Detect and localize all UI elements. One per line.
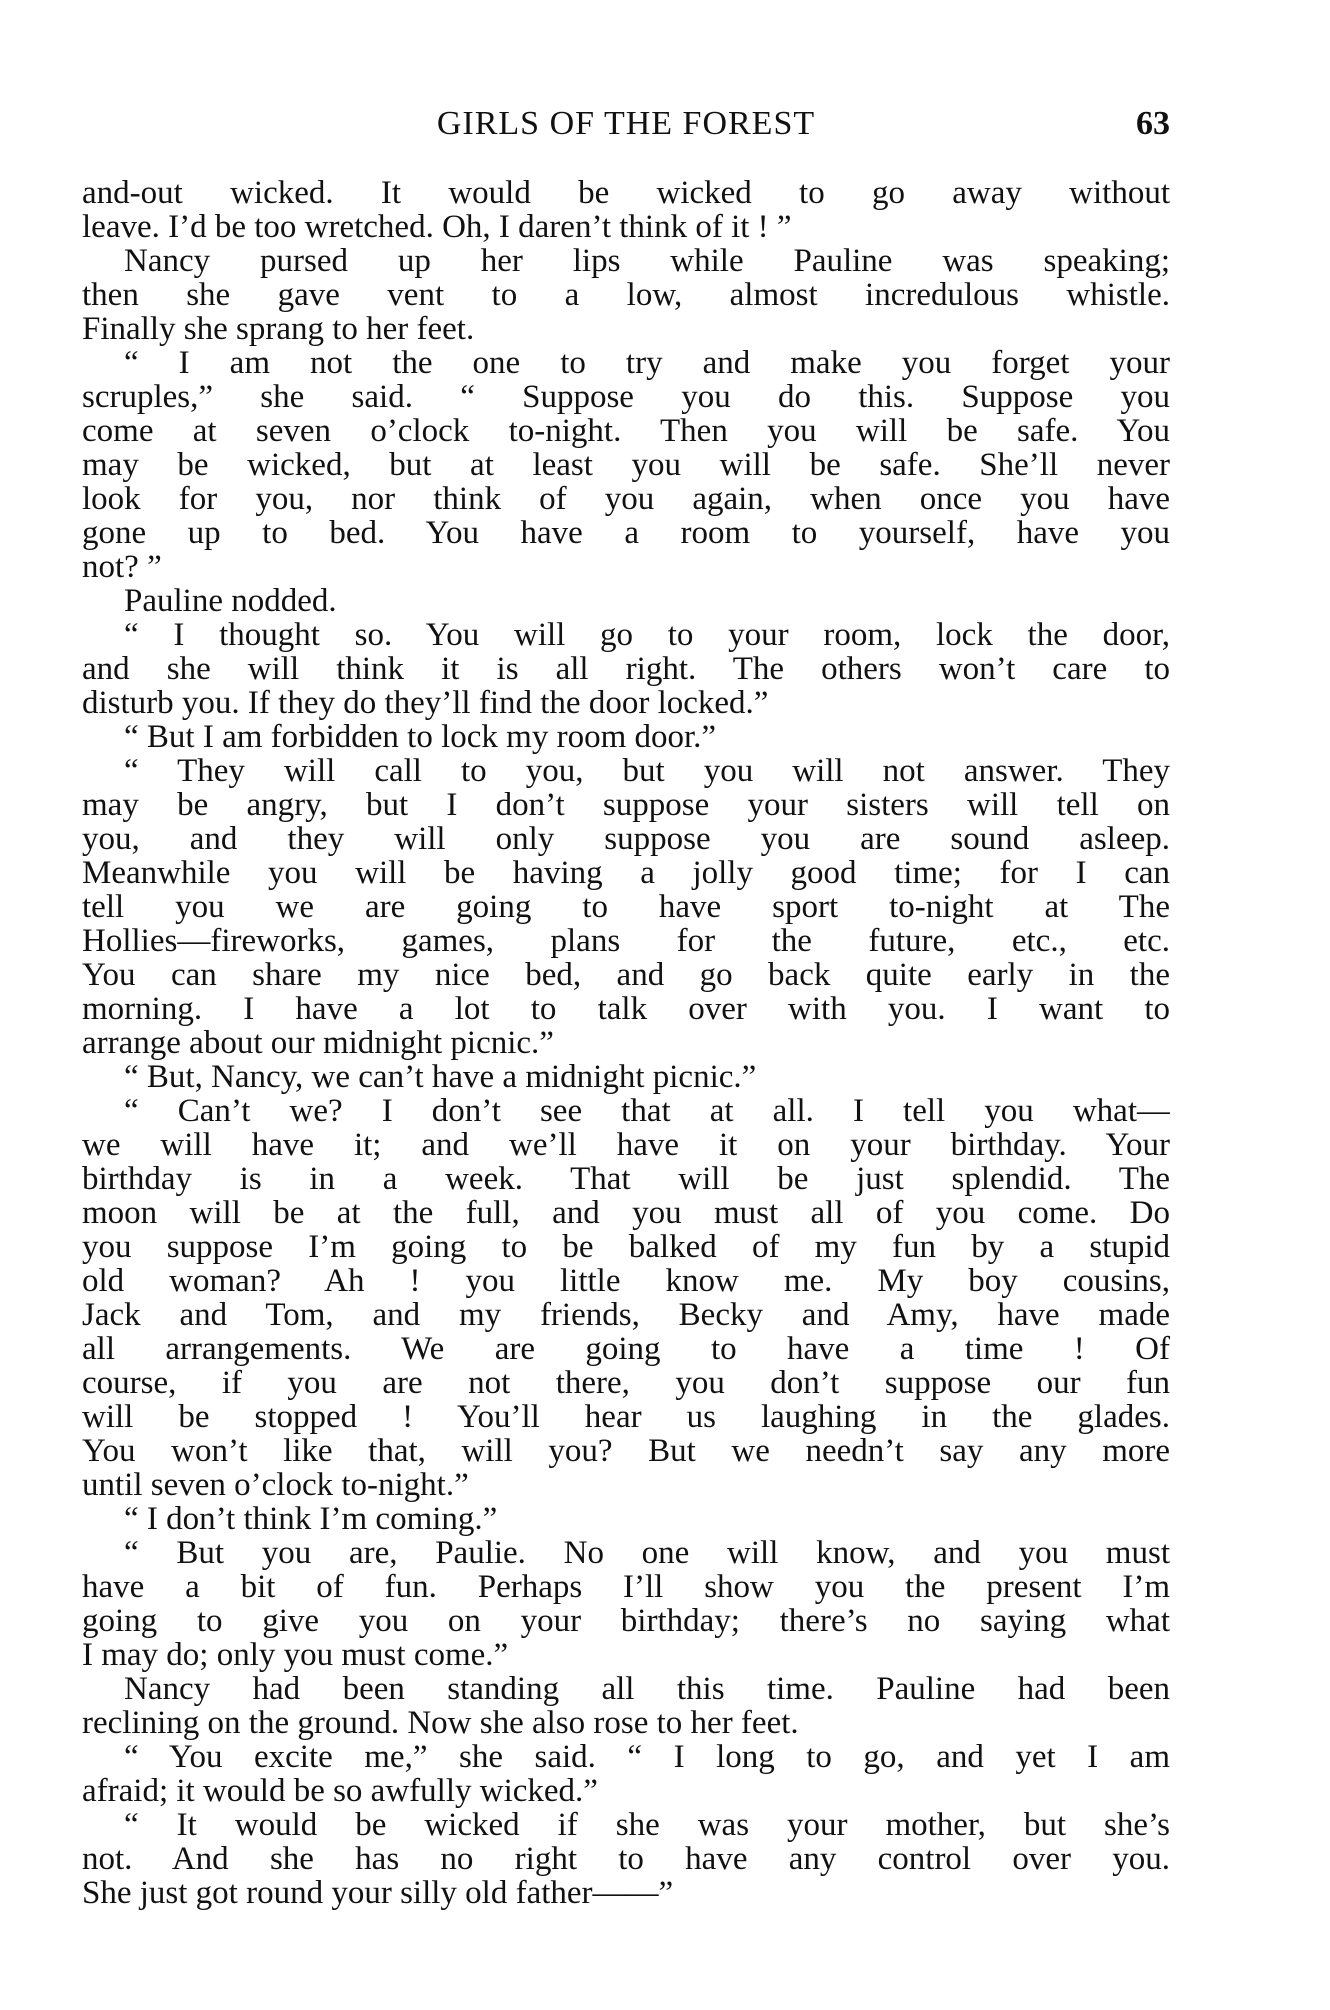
text-line: will be stopped ! You’ll hear us laughing in the glades. <box>82 1400 1170 1434</box>
text-line: birthday is in a week. That will be just splendid. The <box>82 1162 1170 1196</box>
text-line: I may do; only you must come.” <box>82 1638 509 1672</box>
text-line: “ I thought so. You will go to your room, lock the door, <box>124 618 1170 652</box>
text-line: Finally she sprang to her feet. <box>82 312 475 346</box>
text-line: “ It would be wicked if she was your mother, but she’s <box>124 1808 1170 1842</box>
text-line: old woman? Ah ! you little know me. My boy cousins, <box>82 1264 1170 1298</box>
text-line: Pauline nodded. <box>124 584 337 618</box>
text-line: reclining on the ground. Now she also rose to her feet. <box>82 1706 799 1740</box>
text-line: “ I don’t think I’m coming.” <box>124 1502 498 1536</box>
text-line: may be wicked, but at least you will be safe. She’ll never <box>82 448 1170 482</box>
text-line: not. And she has no right to have any control over you. <box>82 1842 1170 1876</box>
body-text <box>82 176 1170 1910</box>
text-line: going to give you on your birthday; there’s no saying what <box>82 1604 1170 1638</box>
text-line: arrange about our midnight picnic.” <box>82 1026 554 1060</box>
text-line: all arrangements. We are going to have a time ! Of <box>82 1332 1170 1366</box>
text-line: She just got round your silly old father——” <box>82 1876 674 1910</box>
text-line: you, and they will only suppose you are sound asleep. <box>82 822 1170 856</box>
text-line: you suppose I’m going to be balked of my fun by a stupid <box>82 1230 1170 1264</box>
text-line: tell you we are going to have sport to-night at The <box>82 890 1170 924</box>
text-line: “ They will call to you, but you will not answer. They <box>124 754 1170 788</box>
text-line: “ But I am forbidden to lock my room door.” <box>124 720 717 754</box>
text-line: and she will think it is all right. The others won’t care to <box>82 652 1170 686</box>
running-title: GIRLS OF THE FOREST <box>436 105 816 142</box>
text-line: gone up to bed. You have a room to yourself, have you <box>82 516 1170 550</box>
text-line: morning. I have a lot to talk over with you. I want to <box>82 992 1170 1026</box>
text-line: leave. I’d be too wretched. Oh, I daren’t think of it ! ” <box>82 210 792 244</box>
text-line: have a bit of fun. Perhaps I’ll show you the present I’m <box>82 1570 1170 1604</box>
text-line: come at seven o’clock to-night. Then you will be safe. You <box>82 414 1170 448</box>
text-line: You can share my nice bed, and go back quite early in the <box>82 958 1170 992</box>
text-line: “ Can’t we? I don’t see that at all. I tell you what— <box>124 1094 1170 1128</box>
text-line: look for you, nor think of you again, when once you have <box>82 482 1170 516</box>
page-number: 63 <box>1136 105 1170 142</box>
text-line: moon will be at the full, and you must all of you come. Do <box>82 1196 1170 1230</box>
text-line: not? ” <box>82 550 162 584</box>
text-line: we will have it; and we’ll have it on your birthday. Your <box>82 1128 1170 1162</box>
text-line: may be angry, but I don’t suppose your sisters will tell on <box>82 788 1170 822</box>
text-line: afraid; it would be so awfully wicked.” <box>82 1774 598 1808</box>
text-line: You won’t like that, will you? But we needn’t say any more <box>82 1434 1170 1468</box>
text-line: disturb you. If they do they’ll find the door locked.” <box>82 686 769 720</box>
text-line: course, if you are not there, you don’t suppose our fun <box>82 1366 1170 1400</box>
text-line: “ But, Nancy, we can’t have a midnight picnic.” <box>124 1060 757 1094</box>
text-line: Meanwhile you will be having a jolly good time; for I can <box>82 856 1170 890</box>
text-line: “ You excite me,” she said. “ I long to go, and yet I am <box>124 1740 1170 1774</box>
text-line: “ I am not the one to try and make you forget your <box>124 346 1170 380</box>
text-line: scruples,” she said. “ Suppose you do this. Suppose you <box>82 380 1170 414</box>
text-line: “ But you are, Paulie. No one will know, and you must <box>124 1536 1170 1570</box>
text-line: Nancy pursed up her lips while Pauline was speaking; <box>124 244 1170 278</box>
page-header <box>82 101 1170 147</box>
text-line: Nancy had been standing all this time. Pauline had been <box>124 1672 1170 1706</box>
text-line: Hollies—fireworks, games, plans for the future, etc., etc. <box>82 924 1170 958</box>
text-line: Jack and Tom, and my friends, Becky and Amy, have made <box>82 1298 1170 1332</box>
text-line: until seven o’clock to-night.” <box>82 1468 469 1502</box>
text-line: then she gave vent to a low, almost incredulous whistle. <box>82 278 1170 312</box>
text-line: and-out wicked. It would be wicked to go away without <box>82 176 1170 210</box>
